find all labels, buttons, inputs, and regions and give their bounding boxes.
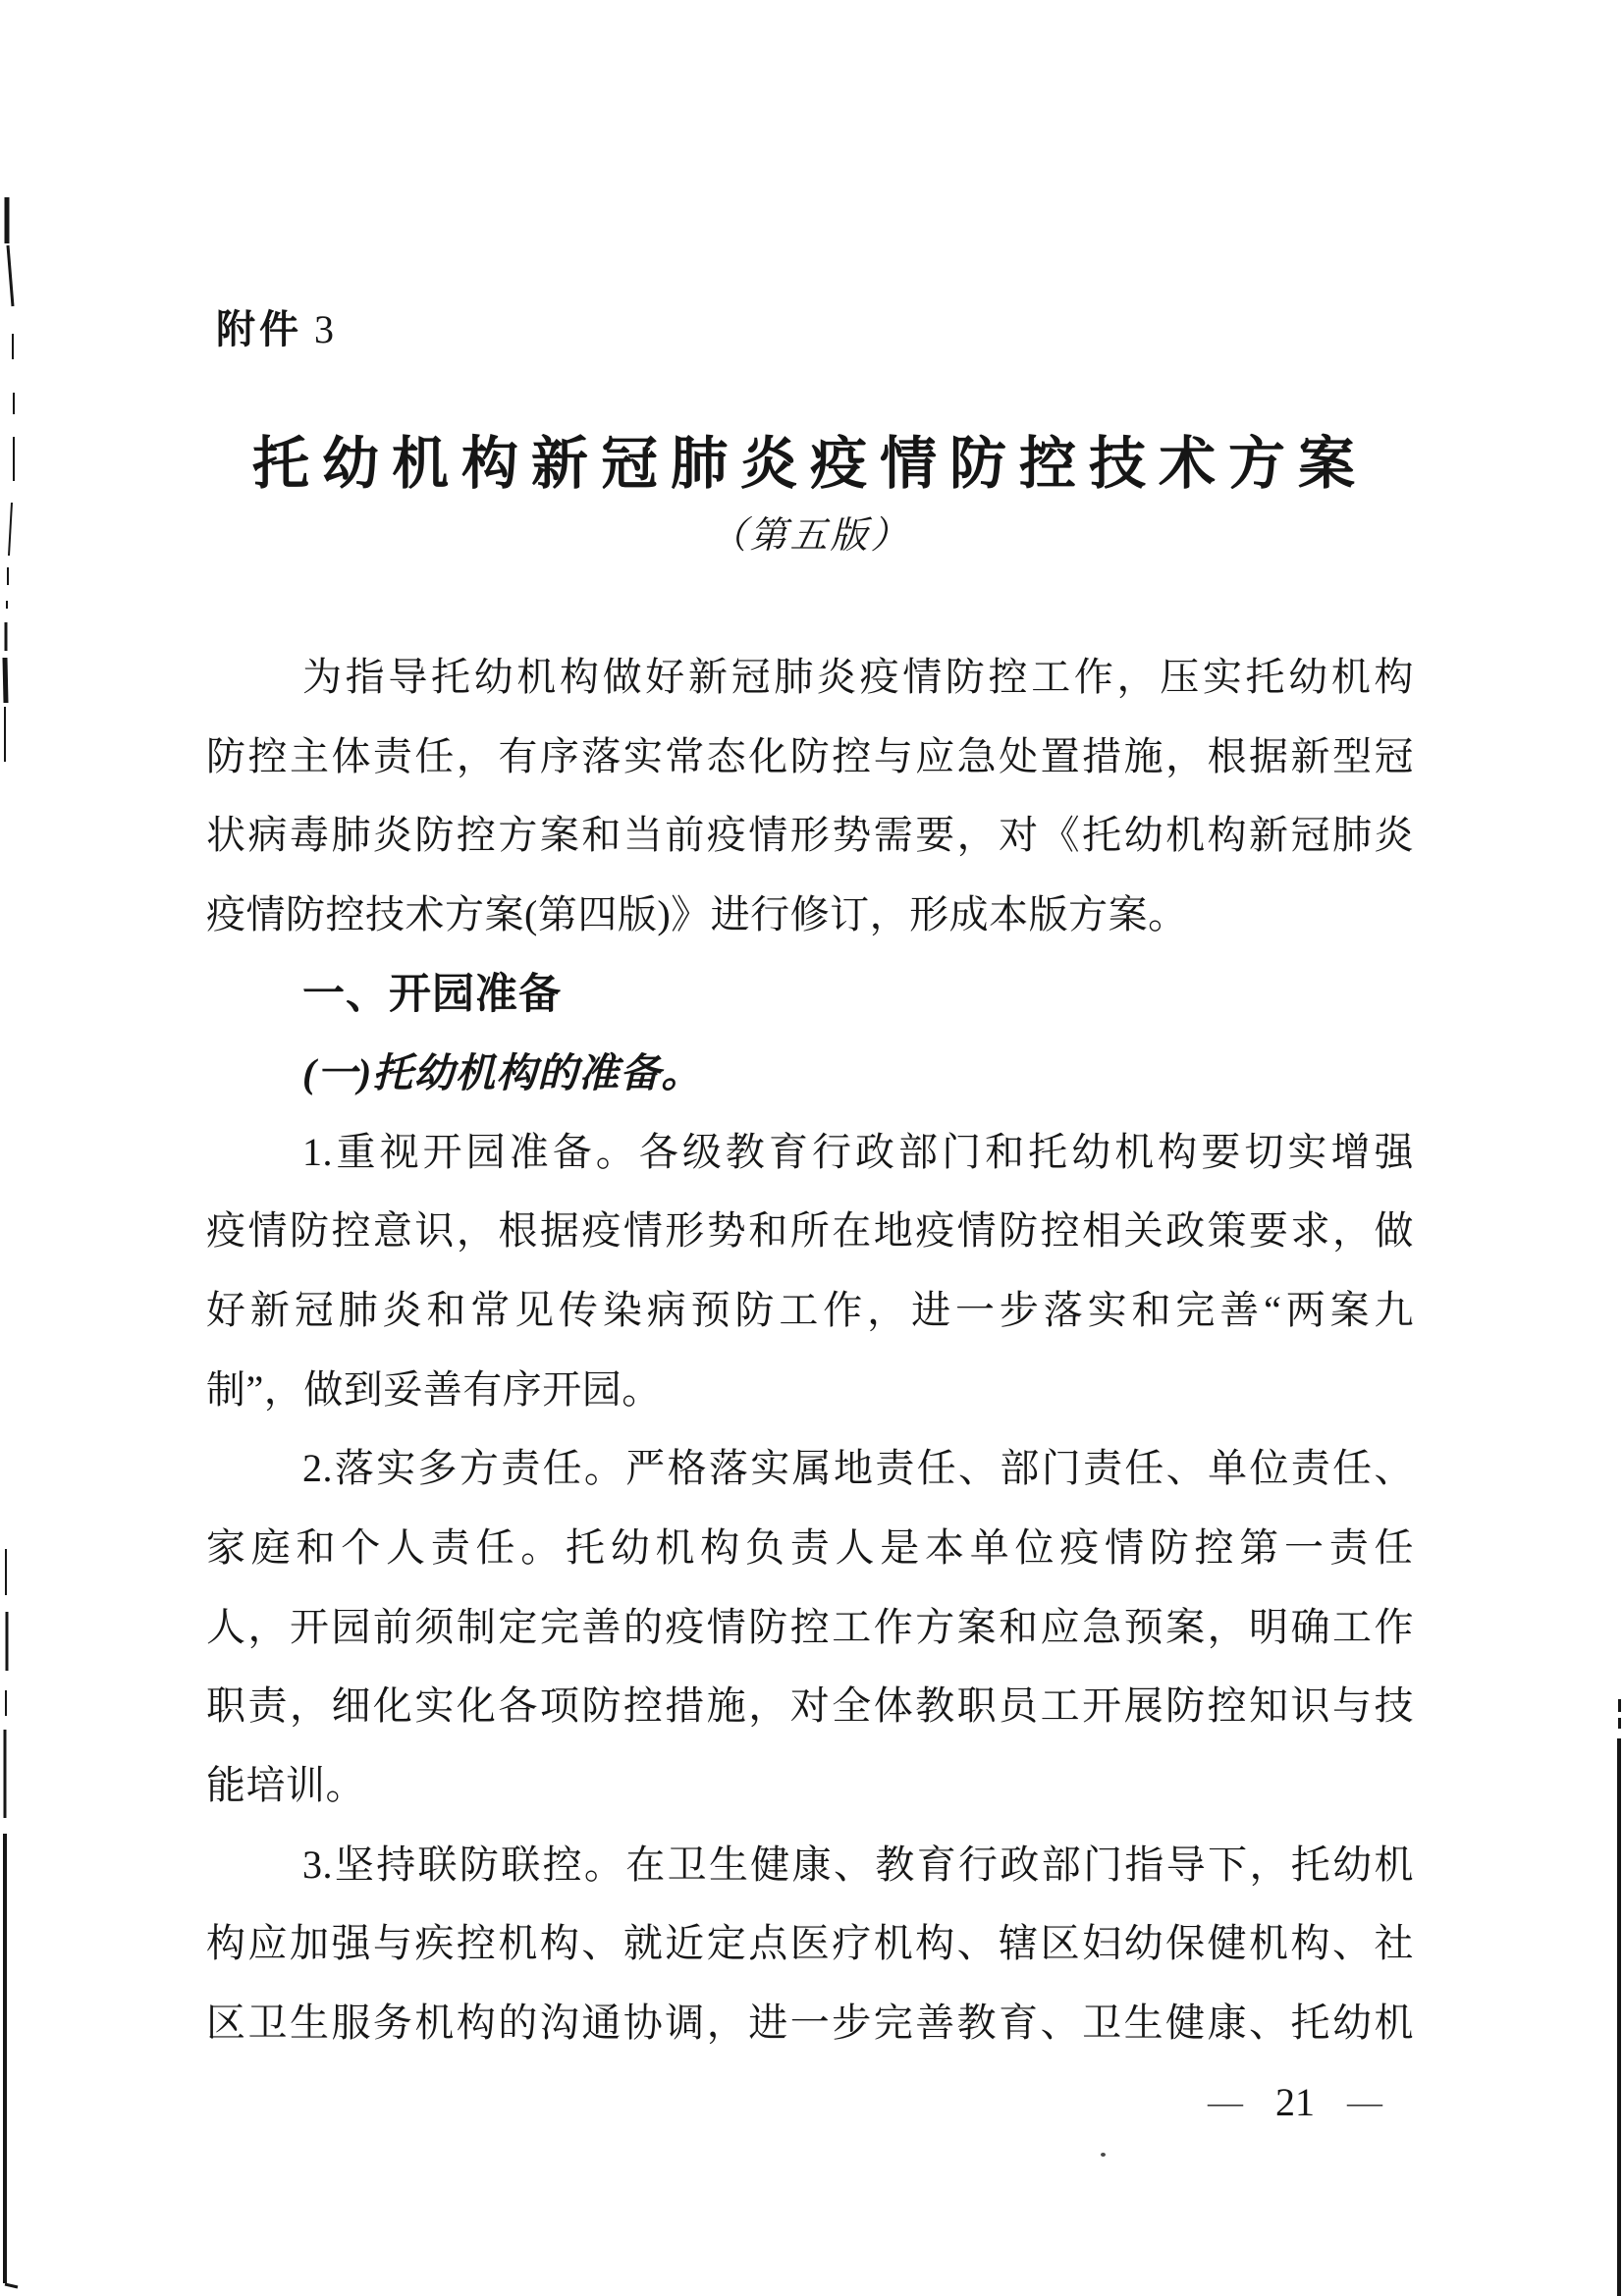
body-line: 能培训。 — [206, 1762, 365, 1807]
body-line: 好新冠肺炎和常见传染病预防工作，进一步落实和完善“两案九 — [206, 1288, 1414, 1333]
body-line: 1.重视开园准备。各级教育行政部门和托幼机构要切实增强 — [302, 1129, 1414, 1174]
document-subtitle: （第五版） — [709, 515, 911, 557]
body-line: 构应加强与疾控机构、就近定点医疗机构、辖区妇幼保健机构、社 — [206, 1921, 1414, 1966]
body-line: 职责，细化实化各项防控措施，对全体教职员工开展防控知识与技 — [206, 1683, 1414, 1729]
body-line: 防控主体责任，有序落实常态化防控与应急处置措施，根据新型冠 — [206, 733, 1414, 778]
body-line: 人，开园前须制定完善的疫情防控工作方案和应急预案，明确工作 — [206, 1604, 1414, 1649]
body-line: 状病毒肺炎防控方案和当前疫情形势需要，对《托幼机构新冠肺炎 — [206, 813, 1414, 858]
body-line: 区卫生服务机构的沟通协调，进一步完善教育、卫生健康、托幼机 — [206, 2000, 1414, 2045]
attachment-number: 3 — [314, 307, 334, 351]
footer-dash-right: — — [1347, 2087, 1382, 2118]
body-line: 一、开园准备 — [302, 970, 562, 1018]
body-text — [206, 638, 1414, 2063]
scan-artifact-right-edge — [1618, 1699, 1621, 1712]
page-number: 21 — [1275, 2080, 1315, 2124]
scan-artifact-left-edge — [0, 0, 29, 2296]
attachment-label — [216, 307, 334, 352]
page-footer — [1208, 2079, 1382, 2126]
body-line: 疫情防控意识，根据疫情形势和所在地疫情防控相关政策要求，做 — [206, 1208, 1414, 1254]
body-line: (一)托幼机构的准备。 — [302, 1050, 703, 1096]
body-line: 疫情防控技术方案(第四版)》进行修订，形成本版方案。 — [206, 891, 1188, 936]
scan-artifact-right-edge — [1618, 1718, 1621, 1729]
body-line: 3.坚持联防联控。在卫生健康、教育行政部门指导下，托幼机 — [302, 1842, 1414, 1887]
body-line: 家庭和个人责任。托幼机构负责人是本单位疫情防控第一责任 — [206, 1525, 1414, 1571]
document-title: 托幼机构新冠肺炎疫情防控技术方案 — [251, 432, 1368, 496]
body-line: 制”，做到妥善有序开园。 — [206, 1366, 662, 1412]
scan-artifact-right-edge — [1617, 1738, 1621, 2296]
footer-dash-left: — — [1208, 2087, 1243, 2118]
body-line: 为指导托幼机构做好新冠肺炎疫情防控工作，压实托幼机构 — [302, 655, 1414, 699]
body-line: 2.落实多方责任。严格落实属地责任、部门责任、单位责任、 — [302, 1446, 1414, 1491]
ink-speck — [1101, 2153, 1106, 2157]
attachment-label-text: 附件 — [216, 308, 302, 351]
